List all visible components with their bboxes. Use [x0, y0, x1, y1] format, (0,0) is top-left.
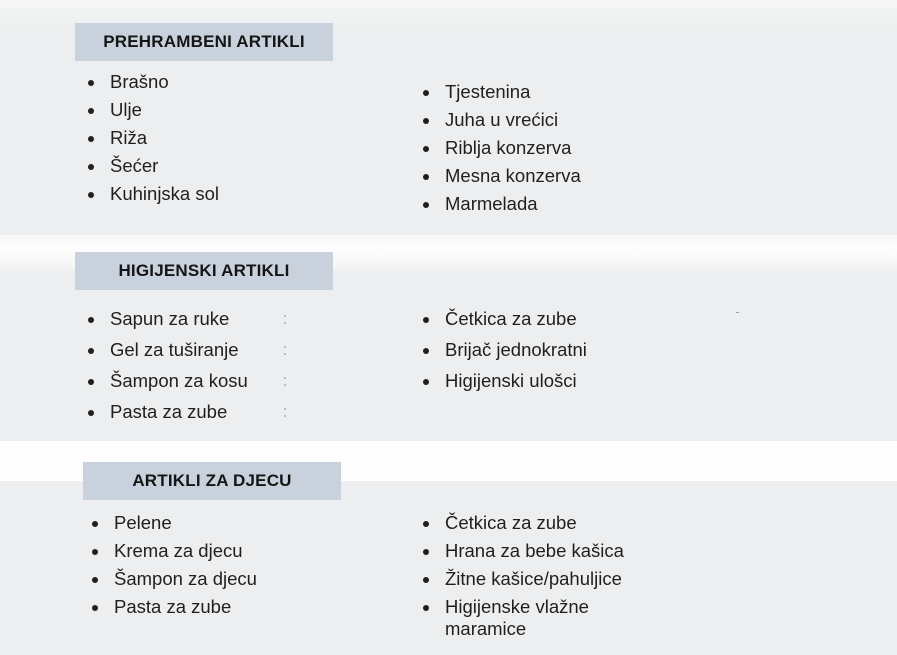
list-item: Higijenske vlažne maramice: [421, 596, 621, 624]
children-list-right: [421, 512, 624, 639]
children-list-left: [90, 512, 257, 624]
faint-mark: [284, 415, 286, 417]
list-item: Četkica za zube: [421, 308, 587, 339]
list-item: Žitne kašice/pahuljice: [421, 568, 624, 596]
list-item: Juha u vrećici: [421, 109, 581, 137]
faint-mark: [284, 408, 286, 410]
list-item: Šećer: [86, 155, 219, 183]
section-title-food: PREHRAMBENI ARTIKLI: [75, 23, 333, 61]
faint-mark: [284, 315, 286, 317]
list-item: Hrana za bebe kašica: [421, 540, 624, 568]
list-item: Riža: [86, 127, 219, 155]
faint-mark: [736, 312, 739, 313]
list-item: Ulje: [86, 99, 219, 127]
list-item: Četkica za zube: [421, 512, 624, 540]
faint-mark: [284, 353, 286, 355]
hygiene-list-left: [86, 308, 248, 432]
list-item: Krema za djecu: [90, 540, 257, 568]
list-item: Pelene: [90, 512, 257, 540]
list-item: Brijač jednokratni: [421, 339, 587, 370]
section-title-children: ARTIKLI ZA DJECU: [83, 462, 341, 500]
list-item: Pasta za zube: [86, 401, 248, 432]
section-title-hygiene: HIGIJENSKI ARTIKLI: [75, 252, 333, 290]
faint-mark: [284, 384, 286, 386]
list-item: Šampon za djecu: [90, 568, 257, 596]
list-item: Tjestenina: [421, 81, 581, 109]
hygiene-list-right: [421, 308, 587, 401]
faint-mark: [284, 322, 286, 324]
list-item: Mesna konzerva: [421, 165, 581, 193]
faint-mark: [284, 346, 286, 348]
list-item: Šampon za kosu: [86, 370, 248, 401]
list-item: Higijenski ulošci: [421, 370, 587, 401]
list-item: Marmelada: [421, 193, 581, 221]
list-item: Pasta za zube: [90, 596, 257, 624]
list-item: Gel za tuširanje: [86, 339, 248, 370]
list-item: Brašno: [86, 71, 219, 99]
food-list-right: [421, 81, 581, 221]
faint-mark: [284, 377, 286, 379]
list-item: Kuhinjska sol: [86, 183, 219, 211]
list-item: Riblja konzerva: [421, 137, 581, 165]
list-item: Sapun za ruke: [86, 308, 248, 339]
food-list-left: [86, 71, 219, 211]
